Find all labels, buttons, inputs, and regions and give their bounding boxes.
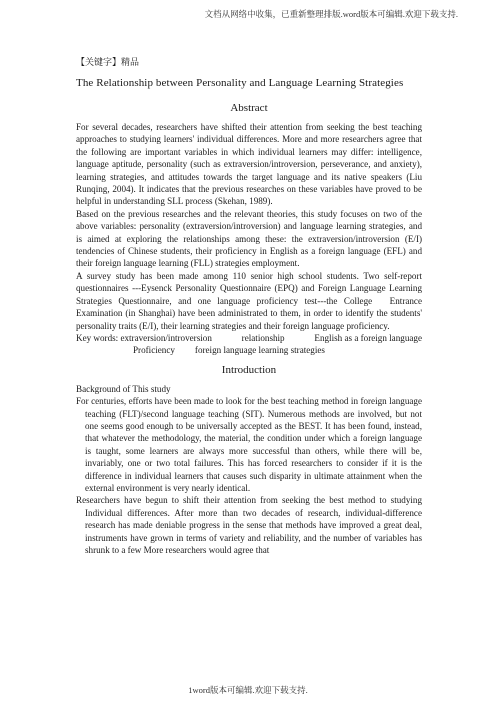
keyword: English as a foreign language bbox=[314, 332, 422, 343]
document-title: The Relationship between Personality and Language Learning Strategies bbox=[76, 77, 404, 89]
abstract-paragraph: A survey study has been made among 110 senior high school students. Two self-report questionnaires ---Eysenck Personality Questionnaire (EPQ) and Foreign Language Learning Strategies Questionnaire, and one language proficiency test---the College Entrance Examination (in Shanghai) have been administrated to them, in order to identify the students' personality traits (E/I), their learning strategies and their foreign language proficiency. bbox=[76, 270, 422, 331]
keyword: Key words: extraversion/introversion bbox=[76, 332, 212, 343]
keyword: Proficiency bbox=[133, 345, 175, 356]
keyword: relationship bbox=[241, 332, 285, 343]
section-subheading: Background of This study bbox=[76, 383, 171, 394]
page-footer-note: 1word版本可编辑.欢迎下载支持. bbox=[188, 685, 308, 695]
abstract-paragraph: For several decades, researchers have shifted their attention from seeking the best teaching approaches to studying learners' individual differences. More and more researchers agree that the following are important variables in which individual learners may differ: intelligence, language aptitude, personality (such as extraversion/introversion, perseverance, and anxiety), learning strategies, and attitudes towards the target language and its native speakers (Liu Runqing, 2004). It indicates that the previous researches on these variables have proved to be helpful in understanding SLL process (Skehan, 1989). bbox=[76, 122, 422, 207]
abstract-paragraph: Based on the previous researches and the relevant theories, this study focuses on two of the above variables: personality (extraversion/introversion) and language learning strategies, and is aimed at exploring the relationships among these: the extraversion/introversion (E/I) tendencies of Chinese students, their proficiency in English as a foreign language (EFL) and their foreign language learning (FLL) strategies employment. bbox=[76, 208, 422, 269]
keyword-tag: 【关键字】精品 bbox=[76, 57, 140, 67]
page-header-note: 文档从网络中收集，已重新整理排版.word版本可编辑.欢迎下载支持. bbox=[204, 9, 458, 19]
document-page bbox=[76, 55, 422, 556]
keywords-line bbox=[76, 344, 422, 356]
introduction-paragraph: Researchers have begun to shift their attention from seeking the best method to studying Individual differences. After more than two decades of research, individual-difference research has made deniable progress in the sense that methods have improved a great deal, instruments have grown in terms of variety and reliability, and the number of variables has shrunk to a few More researchers would agree that bbox=[76, 495, 422, 555]
keywords-line bbox=[76, 332, 422, 344]
keyword: foreign language learning strategies bbox=[194, 345, 325, 356]
introduction-paragraph: For centuries, efforts have been made to look for the best teaching method in foreign language teaching (FLT)/second language teaching (SIT). Numerous methods are involved, but not one seems good enough to be universally accepted as the BEST. It has been found, instead, that whatever the methodology, the material, the condition under which a foreign language is taught, some learners are always more successful than others, while there will be, invariably, one or two total failures. This has forced researchers to consider if it is the difference in individual learners that causes such disparity in ultimate attainment when the external environment is very nearly identical. bbox=[76, 396, 422, 493]
introduction-heading: Introduction bbox=[221, 363, 277, 376]
abstract-heading: Abstract bbox=[230, 102, 268, 114]
